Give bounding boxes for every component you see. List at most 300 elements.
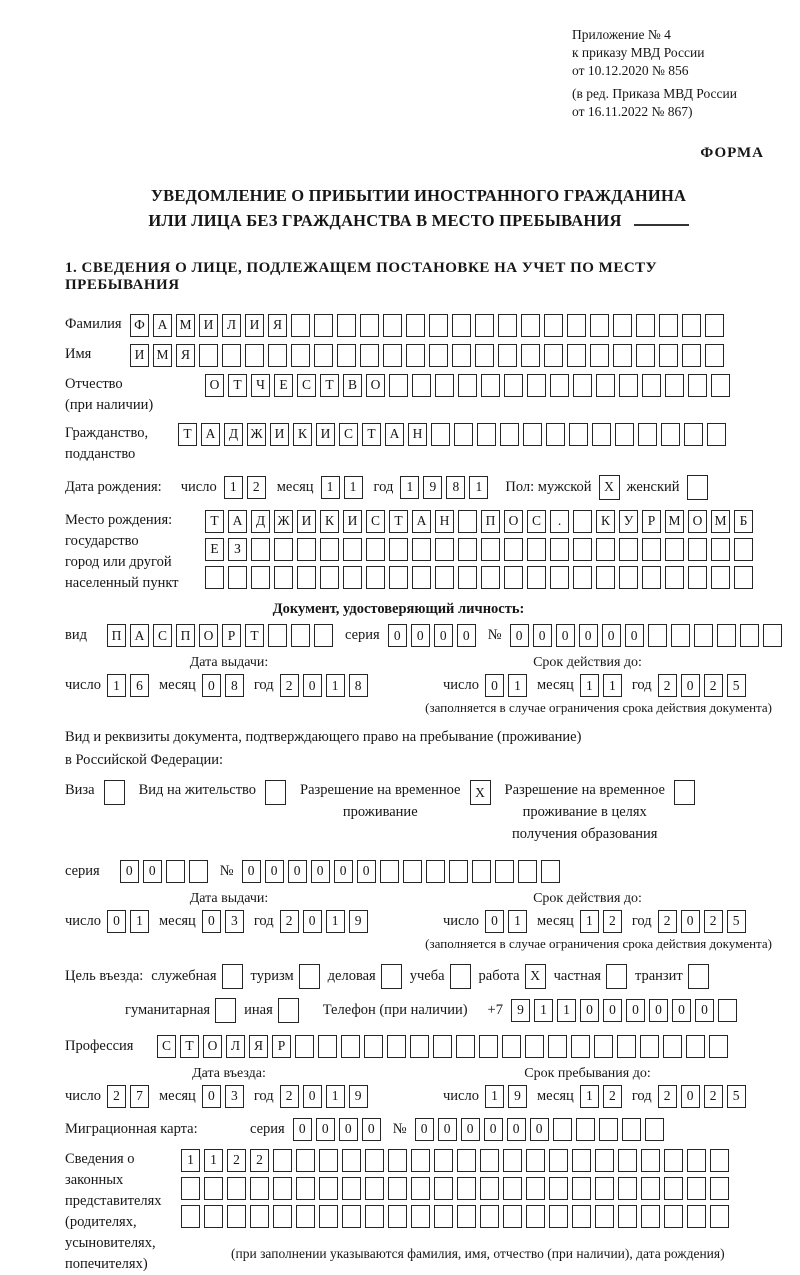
char-cell[interactable]: 0 xyxy=(672,999,691,1022)
char-cell[interactable] xyxy=(638,423,657,446)
char-cell[interactable] xyxy=(388,1205,407,1228)
char-cell[interactable] xyxy=(504,566,523,589)
char-cell[interactable]: 0 xyxy=(579,624,598,647)
char-cell[interactable]: 1 xyxy=(580,1085,599,1108)
char-cell[interactable] xyxy=(431,423,450,446)
char-cell[interactable] xyxy=(642,374,661,397)
char-cell[interactable] xyxy=(365,1205,384,1228)
char-cell[interactable] xyxy=(251,566,270,589)
char-cell[interactable] xyxy=(549,1205,568,1228)
char-cell[interactable] xyxy=(475,344,494,367)
char-cell[interactable] xyxy=(189,860,208,883)
char-cell[interactable] xyxy=(664,1205,683,1228)
char-cell[interactable]: А xyxy=(201,423,220,446)
char-cell[interactable] xyxy=(548,1035,567,1058)
char-cell[interactable] xyxy=(711,566,730,589)
char-cell[interactable] xyxy=(665,374,684,397)
char-cell[interactable]: Д xyxy=(251,510,270,533)
char-cell[interactable] xyxy=(684,423,703,446)
char-cell[interactable]: 2 xyxy=(658,674,677,697)
char-cell[interactable] xyxy=(618,1149,637,1172)
char-cell[interactable]: 2 xyxy=(227,1149,246,1172)
char-cell[interactable] xyxy=(619,538,638,561)
char-cell[interactable] xyxy=(318,1035,337,1058)
char-cell[interactable] xyxy=(549,1177,568,1200)
char-cell[interactable]: Я xyxy=(268,314,287,337)
char-cell[interactable] xyxy=(665,566,684,589)
char-cell[interactable]: П xyxy=(176,624,195,647)
char-cell[interactable] xyxy=(365,1177,384,1200)
char-cell[interactable]: С xyxy=(339,423,358,446)
char-cell[interactable]: Н xyxy=(408,423,427,446)
char-cell[interactable]: Ж xyxy=(247,423,266,446)
char-cell[interactable] xyxy=(481,566,500,589)
char-cell[interactable] xyxy=(452,344,471,367)
char-cell[interactable] xyxy=(389,374,408,397)
char-cell[interactable] xyxy=(648,624,667,647)
char-cell[interactable] xyxy=(297,538,316,561)
char-cell[interactable] xyxy=(295,1035,314,1058)
char-cell[interactable]: М xyxy=(153,344,172,367)
char-cell[interactable] xyxy=(682,344,701,367)
char-cell[interactable] xyxy=(166,860,185,883)
char-cell[interactable]: 0 xyxy=(485,674,504,697)
char-cell[interactable]: 0 xyxy=(695,999,714,1022)
char-cell[interactable] xyxy=(412,566,431,589)
char-cell[interactable]: А xyxy=(412,510,431,533)
checkbox-cell[interactable] xyxy=(674,780,695,805)
char-cell[interactable] xyxy=(613,314,632,337)
char-cell[interactable] xyxy=(251,538,270,561)
char-cell[interactable]: 1 xyxy=(326,674,345,697)
char-cell[interactable]: 0 xyxy=(507,1118,526,1141)
checkbox-cell[interactable] xyxy=(222,964,243,989)
char-cell[interactable] xyxy=(452,314,471,337)
char-cell[interactable]: 0 xyxy=(143,860,162,883)
char-cell[interactable] xyxy=(410,1035,429,1058)
char-cell[interactable] xyxy=(403,860,422,883)
char-cell[interactable]: И xyxy=(316,423,335,446)
char-cell[interactable]: 0 xyxy=(293,1118,312,1141)
char-cell[interactable]: Т xyxy=(245,624,264,647)
char-cell[interactable] xyxy=(622,1118,641,1141)
char-cell[interactable]: О xyxy=(504,510,523,533)
char-cell[interactable] xyxy=(595,1177,614,1200)
char-cell[interactable] xyxy=(319,1177,338,1200)
char-cell[interactable]: 2 xyxy=(247,476,266,499)
char-cell[interactable]: 0 xyxy=(461,1118,480,1141)
char-cell[interactable] xyxy=(573,510,592,533)
checkbox-cell[interactable]: X xyxy=(599,475,620,500)
char-cell[interactable] xyxy=(426,860,445,883)
char-cell[interactable]: П xyxy=(107,624,126,647)
char-cell[interactable] xyxy=(479,1035,498,1058)
char-cell[interactable]: 0 xyxy=(530,1118,549,1141)
char-cell[interactable]: Е xyxy=(274,374,293,397)
char-cell[interactable]: 9 xyxy=(349,910,368,933)
char-cell[interactable] xyxy=(688,566,707,589)
char-cell[interactable] xyxy=(567,314,586,337)
char-cell[interactable]: 9 xyxy=(423,476,442,499)
char-cell[interactable] xyxy=(434,1149,453,1172)
char-cell[interactable] xyxy=(541,860,560,883)
char-cell[interactable] xyxy=(596,374,615,397)
char-cell[interactable]: 3 xyxy=(225,1085,244,1108)
char-cell[interactable]: 0 xyxy=(681,1085,700,1108)
char-cell[interactable] xyxy=(388,1149,407,1172)
char-cell[interactable]: О xyxy=(688,510,707,533)
char-cell[interactable]: 0 xyxy=(388,624,407,647)
char-cell[interactable]: Р xyxy=(222,624,241,647)
char-cell[interactable]: Т xyxy=(205,510,224,533)
char-cell[interactable]: 1 xyxy=(580,674,599,697)
char-cell[interactable] xyxy=(521,314,540,337)
char-cell[interactable]: 8 xyxy=(446,476,465,499)
char-cell[interactable] xyxy=(521,344,540,367)
char-cell[interactable]: 2 xyxy=(250,1149,269,1172)
char-cell[interactable]: Т xyxy=(389,510,408,533)
char-cell[interactable] xyxy=(480,1177,499,1200)
char-cell[interactable] xyxy=(380,860,399,883)
char-cell[interactable] xyxy=(434,1177,453,1200)
char-cell[interactable]: Ч xyxy=(251,374,270,397)
char-cell[interactable] xyxy=(502,1035,521,1058)
char-cell[interactable]: И xyxy=(270,423,289,446)
char-cell[interactable] xyxy=(664,1177,683,1200)
char-cell[interactable] xyxy=(250,1205,269,1228)
char-cell[interactable] xyxy=(682,314,701,337)
char-cell[interactable]: 9 xyxy=(349,1085,368,1108)
char-cell[interactable] xyxy=(457,1205,476,1228)
char-cell[interactable]: Л xyxy=(226,1035,245,1058)
char-cell[interactable]: Л xyxy=(222,314,241,337)
char-cell[interactable]: 0 xyxy=(303,1085,322,1108)
checkbox-cell[interactable] xyxy=(104,780,125,805)
char-cell[interactable]: 1 xyxy=(130,910,149,933)
char-cell[interactable] xyxy=(343,538,362,561)
char-cell[interactable]: 0 xyxy=(242,860,261,883)
char-cell[interactable]: 8 xyxy=(349,674,368,697)
char-cell[interactable] xyxy=(544,314,563,337)
char-cell[interactable]: 1 xyxy=(326,1085,345,1108)
char-cell[interactable] xyxy=(687,1205,706,1228)
char-cell[interactable] xyxy=(181,1177,200,1200)
char-cell[interactable] xyxy=(457,1149,476,1172)
char-cell[interactable] xyxy=(636,314,655,337)
char-cell[interactable]: А xyxy=(130,624,149,647)
checkbox-cell[interactable] xyxy=(265,780,286,805)
char-cell[interactable]: С xyxy=(153,624,172,647)
char-cell[interactable]: 1 xyxy=(557,999,576,1022)
char-cell[interactable]: 0 xyxy=(649,999,668,1022)
char-cell[interactable]: 5 xyxy=(727,1085,746,1108)
char-cell[interactable] xyxy=(659,314,678,337)
char-cell[interactable] xyxy=(550,566,569,589)
char-cell[interactable] xyxy=(454,423,473,446)
char-cell[interactable] xyxy=(181,1205,200,1228)
char-cell[interactable] xyxy=(291,314,310,337)
char-cell[interactable] xyxy=(456,1035,475,1058)
char-cell[interactable]: О xyxy=(199,624,218,647)
char-cell[interactable] xyxy=(717,624,736,647)
char-cell[interactable] xyxy=(360,314,379,337)
char-cell[interactable] xyxy=(636,344,655,367)
char-cell[interactable] xyxy=(342,1205,361,1228)
char-cell[interactable] xyxy=(550,538,569,561)
char-cell[interactable]: Д xyxy=(224,423,243,446)
char-cell[interactable]: Я xyxy=(249,1035,268,1058)
char-cell[interactable]: Б xyxy=(734,510,753,533)
char-cell[interactable] xyxy=(319,1205,338,1228)
char-cell[interactable] xyxy=(503,1149,522,1172)
char-cell[interactable] xyxy=(527,374,546,397)
char-cell[interactable]: 1 xyxy=(603,674,622,697)
char-cell[interactable] xyxy=(320,538,339,561)
char-cell[interactable] xyxy=(710,1149,729,1172)
char-cell[interactable] xyxy=(571,1035,590,1058)
char-cell[interactable]: А xyxy=(153,314,172,337)
char-cell[interactable]: 1 xyxy=(204,1149,223,1172)
char-cell[interactable] xyxy=(553,1118,572,1141)
char-cell[interactable] xyxy=(763,624,782,647)
checkbox-cell[interactable] xyxy=(299,964,320,989)
char-cell[interactable]: 1 xyxy=(508,910,527,933)
char-cell[interactable] xyxy=(429,344,448,367)
char-cell[interactable]: 1 xyxy=(534,999,553,1022)
char-cell[interactable]: 0 xyxy=(438,1118,457,1141)
char-cell[interactable] xyxy=(664,1149,683,1172)
char-cell[interactable] xyxy=(314,314,333,337)
char-cell[interactable] xyxy=(296,1205,315,1228)
char-cell[interactable] xyxy=(434,1205,453,1228)
char-cell[interactable]: 5 xyxy=(727,674,746,697)
char-cell[interactable]: 0 xyxy=(626,999,645,1022)
char-cell[interactable] xyxy=(291,624,310,647)
char-cell[interactable] xyxy=(710,1177,729,1200)
char-cell[interactable] xyxy=(480,1149,499,1172)
char-cell[interactable] xyxy=(458,566,477,589)
char-cell[interactable]: А xyxy=(228,510,247,533)
char-cell[interactable]: 1 xyxy=(469,476,488,499)
char-cell[interactable] xyxy=(596,538,615,561)
char-cell[interactable]: 0 xyxy=(357,860,376,883)
char-cell[interactable] xyxy=(498,344,517,367)
char-cell[interactable] xyxy=(388,1177,407,1200)
checkbox-cell[interactable] xyxy=(381,964,402,989)
char-cell[interactable]: А xyxy=(385,423,404,446)
char-cell[interactable] xyxy=(458,510,477,533)
char-cell[interactable] xyxy=(659,344,678,367)
char-cell[interactable] xyxy=(599,1118,618,1141)
char-cell[interactable] xyxy=(389,538,408,561)
char-cell[interactable] xyxy=(642,566,661,589)
char-cell[interactable]: О xyxy=(203,1035,222,1058)
char-cell[interactable] xyxy=(500,423,519,446)
char-cell[interactable] xyxy=(320,566,339,589)
char-cell[interactable]: 0 xyxy=(311,860,330,883)
char-cell[interactable]: Т xyxy=(320,374,339,397)
char-cell[interactable] xyxy=(734,538,753,561)
char-cell[interactable]: 1 xyxy=(580,910,599,933)
char-cell[interactable] xyxy=(411,1177,430,1200)
char-cell[interactable]: 0 xyxy=(120,860,139,883)
char-cell[interactable]: 1 xyxy=(181,1149,200,1172)
char-cell[interactable] xyxy=(661,423,680,446)
char-cell[interactable] xyxy=(590,344,609,367)
char-cell[interactable] xyxy=(663,1035,682,1058)
char-cell[interactable]: 0 xyxy=(625,624,644,647)
char-cell[interactable]: К xyxy=(596,510,615,533)
char-cell[interactable] xyxy=(406,314,425,337)
char-cell[interactable] xyxy=(296,1149,315,1172)
char-cell[interactable]: 9 xyxy=(508,1085,527,1108)
char-cell[interactable] xyxy=(435,374,454,397)
char-cell[interactable] xyxy=(341,1035,360,1058)
char-cell[interactable]: 8 xyxy=(225,674,244,697)
char-cell[interactable]: К xyxy=(293,423,312,446)
char-cell[interactable] xyxy=(594,1035,613,1058)
char-cell[interactable]: 0 xyxy=(533,624,552,647)
char-cell[interactable] xyxy=(688,374,707,397)
char-cell[interactable]: 6 xyxy=(130,674,149,697)
checkbox-cell[interactable] xyxy=(278,998,299,1023)
char-cell[interactable]: 1 xyxy=(344,476,363,499)
char-cell[interactable] xyxy=(406,344,425,367)
char-cell[interactable] xyxy=(641,1177,660,1200)
char-cell[interactable] xyxy=(412,374,431,397)
char-cell[interactable] xyxy=(523,423,542,446)
checkbox-cell[interactable] xyxy=(688,964,709,989)
checkbox-cell[interactable]: X xyxy=(525,964,546,989)
char-cell[interactable]: 2 xyxy=(107,1085,126,1108)
char-cell[interactable] xyxy=(342,1177,361,1200)
char-cell[interactable] xyxy=(481,374,500,397)
char-cell[interactable] xyxy=(477,423,496,446)
char-cell[interactable]: Т xyxy=(180,1035,199,1058)
char-cell[interactable] xyxy=(383,344,402,367)
char-cell[interactable] xyxy=(273,1149,292,1172)
char-cell[interactable]: 0 xyxy=(681,674,700,697)
char-cell[interactable]: М xyxy=(711,510,730,533)
char-cell[interactable]: 2 xyxy=(704,1085,723,1108)
char-cell[interactable] xyxy=(641,1205,660,1228)
char-cell[interactable]: К xyxy=(320,510,339,533)
char-cell[interactable]: В xyxy=(343,374,362,397)
char-cell[interactable]: 0 xyxy=(303,910,322,933)
char-cell[interactable]: У xyxy=(619,510,638,533)
char-cell[interactable] xyxy=(619,374,638,397)
char-cell[interactable] xyxy=(596,566,615,589)
char-cell[interactable] xyxy=(525,1035,544,1058)
char-cell[interactable]: 0 xyxy=(202,910,221,933)
char-cell[interactable]: 1 xyxy=(400,476,419,499)
char-cell[interactable] xyxy=(573,566,592,589)
char-cell[interactable] xyxy=(433,1035,452,1058)
char-cell[interactable]: 0 xyxy=(603,999,622,1022)
char-cell[interactable]: 7 xyxy=(130,1085,149,1108)
char-cell[interactable] xyxy=(518,860,537,883)
char-cell[interactable] xyxy=(475,314,494,337)
char-cell[interactable] xyxy=(705,314,724,337)
char-cell[interactable]: М xyxy=(176,314,195,337)
char-cell[interactable]: 0 xyxy=(362,1118,381,1141)
char-cell[interactable] xyxy=(481,538,500,561)
char-cell[interactable] xyxy=(590,314,609,337)
char-cell[interactable] xyxy=(619,566,638,589)
char-cell[interactable]: 0 xyxy=(510,624,529,647)
char-cell[interactable]: З xyxy=(228,538,247,561)
char-cell[interactable]: И xyxy=(343,510,362,533)
char-cell[interactable] xyxy=(365,1149,384,1172)
char-cell[interactable] xyxy=(504,374,523,397)
char-cell[interactable]: И xyxy=(245,314,264,337)
char-cell[interactable] xyxy=(572,1177,591,1200)
char-cell[interactable]: Т xyxy=(362,423,381,446)
char-cell[interactable] xyxy=(707,423,726,446)
char-cell[interactable] xyxy=(472,860,491,883)
char-cell[interactable]: 2 xyxy=(704,910,723,933)
char-cell[interactable]: 1 xyxy=(326,910,345,933)
char-cell[interactable] xyxy=(527,566,546,589)
char-cell[interactable] xyxy=(319,1149,338,1172)
char-cell[interactable] xyxy=(615,423,634,446)
char-cell[interactable]: 0 xyxy=(681,910,700,933)
char-cell[interactable]: 0 xyxy=(303,674,322,697)
char-cell[interactable]: С xyxy=(297,374,316,397)
char-cell[interactable] xyxy=(274,538,293,561)
char-cell[interactable] xyxy=(245,344,264,367)
char-cell[interactable]: 2 xyxy=(704,674,723,697)
char-cell[interactable]: 2 xyxy=(658,1085,677,1108)
char-cell[interactable] xyxy=(222,344,241,367)
char-cell[interactable] xyxy=(526,1149,545,1172)
char-cell[interactable] xyxy=(546,423,565,446)
char-cell[interactable] xyxy=(549,1149,568,1172)
char-cell[interactable] xyxy=(435,538,454,561)
char-cell[interactable] xyxy=(573,538,592,561)
char-cell[interactable] xyxy=(389,566,408,589)
char-cell[interactable]: С xyxy=(366,510,385,533)
char-cell[interactable] xyxy=(204,1177,223,1200)
char-cell[interactable] xyxy=(572,1149,591,1172)
char-cell[interactable] xyxy=(411,1205,430,1228)
char-cell[interactable] xyxy=(640,1035,659,1058)
char-cell[interactable] xyxy=(228,566,247,589)
checkbox-cell[interactable] xyxy=(687,475,708,500)
char-cell[interactable]: 0 xyxy=(202,1085,221,1108)
char-cell[interactable] xyxy=(366,538,385,561)
char-cell[interactable] xyxy=(613,344,632,367)
char-cell[interactable]: Т xyxy=(228,374,247,397)
char-cell[interactable] xyxy=(665,538,684,561)
char-cell[interactable] xyxy=(572,1205,591,1228)
char-cell[interactable] xyxy=(297,566,316,589)
char-cell[interactable] xyxy=(645,1118,664,1141)
char-cell[interactable] xyxy=(342,1149,361,1172)
char-cell[interactable]: И xyxy=(199,314,218,337)
char-cell[interactable]: 0 xyxy=(339,1118,358,1141)
char-cell[interactable] xyxy=(337,314,356,337)
char-cell[interactable] xyxy=(412,538,431,561)
char-cell[interactable] xyxy=(687,1149,706,1172)
char-cell[interactable] xyxy=(503,1177,522,1200)
char-cell[interactable] xyxy=(527,538,546,561)
char-cell[interactable]: 2 xyxy=(658,910,677,933)
char-cell[interactable] xyxy=(595,1205,614,1228)
char-cell[interactable] xyxy=(526,1177,545,1200)
char-cell[interactable]: Ж xyxy=(274,510,293,533)
char-cell[interactable]: 0 xyxy=(265,860,284,883)
